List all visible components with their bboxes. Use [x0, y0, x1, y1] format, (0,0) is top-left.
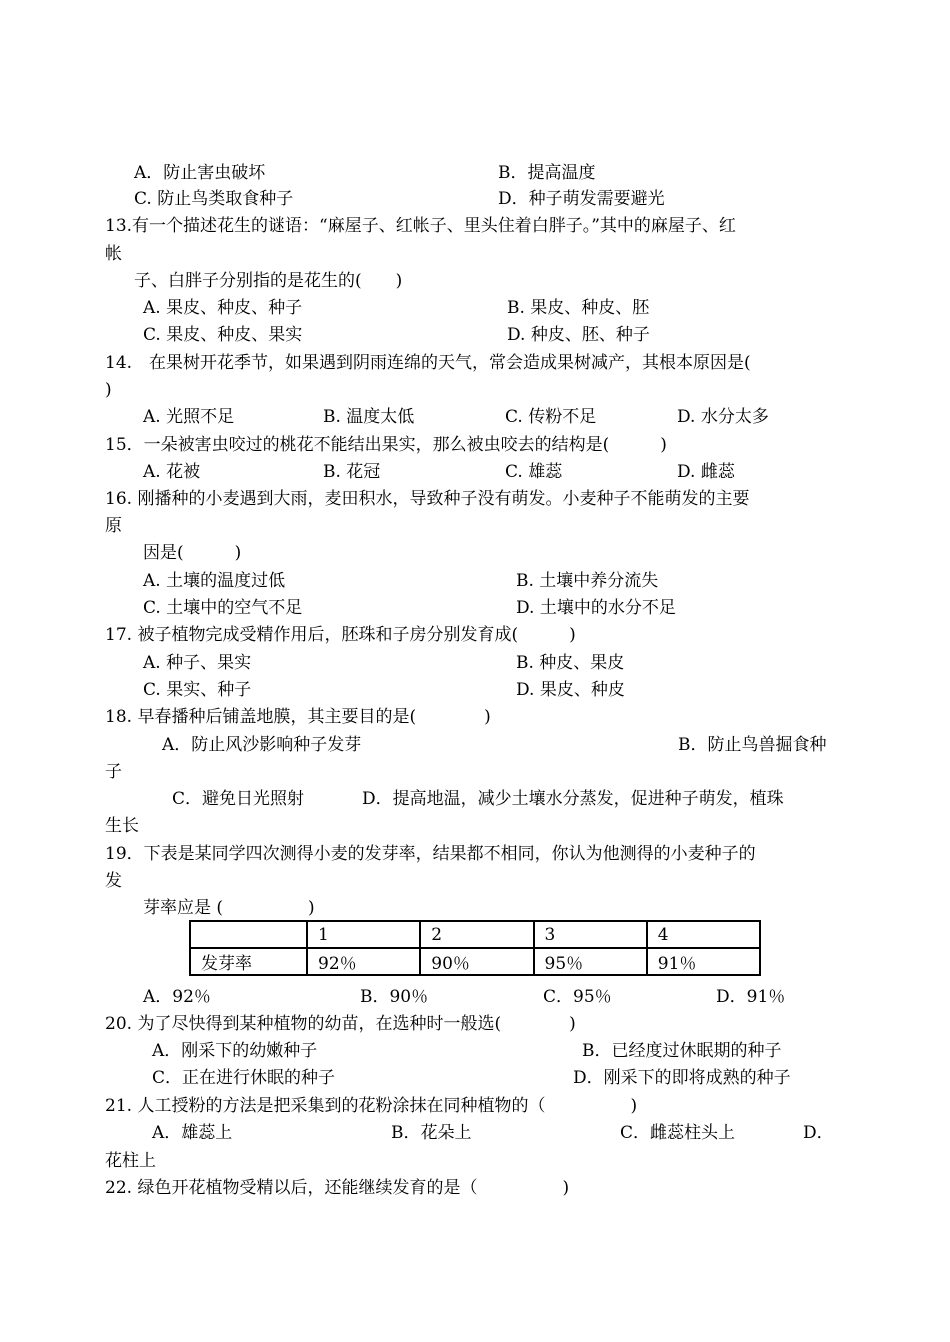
table-row [190, 948, 760, 975]
q17-option-a: A. 种子、果实 [143, 653, 252, 673]
q12-option-a: A．防止害虫破坏 [134, 163, 266, 183]
q18-option-b-wrap: 子 [105, 762, 122, 782]
q17-option-d: D. 果皮、种皮 [516, 680, 625, 700]
q19-option-c: C．95％ [543, 987, 612, 1007]
q15-option-d: D. 雌蕊 [677, 462, 735, 482]
q16-stem: 16. 刚播种的小麦遇到大雨，麦田积水，导致种子没有萌发。小麦种子不能萌发的主要 [105, 489, 750, 509]
q20-option-a: A．刚采下的幼嫩种子 [152, 1041, 318, 1061]
q13-option-d: D. 种皮、胚、种子 [507, 325, 650, 345]
q12-option-b: B．提高温度 [498, 163, 596, 183]
q16-option-b: B. 土壤中养分流失 [516, 571, 659, 591]
table-header-cell: 3 [534, 921, 647, 948]
q16-option-d: D. 土壤中的水分不足 [516, 598, 676, 618]
q18-option-d: D．提高地温，减少土壤水分蒸发，促进种子萌发，植珠 [362, 789, 784, 809]
q21-stem: 21. 人工授粉的方法是把采集到的花粉涂抹在同种植物的（ ) [105, 1096, 638, 1116]
q13-option-a: A. 果皮、种皮、种子 [143, 298, 303, 318]
table-header-row [190, 921, 760, 948]
q18-option-a: A．防止风沙影响种子发芽 [162, 735, 362, 755]
q19-option-b: B．90％ [360, 987, 429, 1007]
q20-option-d: D．刚采下的即将成熟的种子 [573, 1068, 791, 1088]
q14-option-b: B. 温度太低 [323, 407, 415, 427]
q20-option-b: B．已经度过休眠期的种子 [582, 1041, 782, 1061]
table-cell: 90％ [420, 948, 533, 975]
q14-stem: 14. 在果树开花季节，如果遇到阴雨连绵的天气，常会造成果树减产，其根本原因是( [105, 353, 751, 373]
q13-stem-cont: 子、白胖子分别指的是花生的( ) [134, 271, 403, 291]
q17-stem: 17. 被子植物完成受精作用后，胚珠和子房分别发育成( ) [105, 625, 576, 645]
table-row-label: 发芽率 [190, 948, 307, 975]
q21-option-a: A．雄蕊上 [152, 1123, 233, 1143]
q15-option-c: C. 雄蕊 [505, 462, 563, 482]
q14-stem-wrap: ) [105, 380, 112, 400]
q21-option-d: D． [803, 1123, 834, 1143]
table-header-cell: 2 [420, 921, 533, 948]
q13-stem-wrap: 帐 [105, 244, 122, 264]
q16-option-a: A. 土壤的温度过低 [143, 571, 286, 591]
q18-option-b: B．防止鸟兽掘食种 [678, 735, 827, 755]
q17-option-b: B. 种皮、果皮 [516, 653, 625, 673]
q15-option-a: A. 花被 [143, 462, 201, 482]
q18-option-d-wrap: 生长 [105, 816, 139, 836]
table-header-cell: 4 [647, 921, 760, 948]
q19-stem-cont: 芽率应是 ( ) [143, 898, 315, 918]
q16-stem-wrap: 原 [105, 516, 122, 536]
q13-option-b: B. 果皮、种皮、胚 [507, 298, 650, 318]
q14-option-c: C. 传粉不足 [505, 407, 597, 427]
q16-stem-cont: 因是( ) [143, 543, 242, 563]
q18-option-c: C．避免日光照射 [172, 789, 305, 809]
q14-option-d: D. 水分太多 [677, 407, 769, 427]
q12-option-d: D．种子萌发需要避光 [498, 189, 665, 209]
germination-table [189, 920, 761, 976]
q15-option-b: B. 花冠 [323, 462, 381, 482]
q19-stem-wrap: 发 [105, 871, 122, 891]
q20-stem: 20. 为了尽快得到某种植物的幼苗，在选种时一般选( ) [105, 1014, 576, 1034]
table-cell: 95％ [534, 948, 647, 975]
q19-option-a: A．92％ [143, 987, 211, 1007]
q21-option-c: C．雌蕊柱头上 [620, 1123, 736, 1143]
table-cell: 92％ [307, 948, 420, 975]
q13-stem: 13.有一个描述花生的谜语：“麻屋子、红帐子、里头住着白胖子。”其中的麻屋子、红 [105, 216, 736, 236]
q15-stem: 15．一朵被害虫咬过的桃花不能结出果实，那么被虫咬去的结构是( ) [105, 435, 667, 455]
q13-option-c: C. 果皮、种皮、果实 [143, 325, 303, 345]
q17-option-c: C. 果实、种子 [143, 680, 252, 700]
q16-option-c: C. 土壤中的空气不足 [143, 598, 303, 618]
q14-option-a: A. 光照不足 [143, 407, 235, 427]
q19-option-d: D．91％ [716, 987, 786, 1007]
table-header-cell: 1 [307, 921, 420, 948]
q22-stem: 22. 绿色开花植物受精以后，还能继续发育的是（ ) [105, 1178, 570, 1198]
q18-stem: 18. 早春播种后铺盖地膜，其主要目的是( ) [105, 707, 491, 727]
q20-option-c: C．正在进行休眠的种子 [152, 1068, 336, 1088]
q12-option-c: C. 防止鸟类取食种子 [134, 189, 294, 209]
q21-option-d-wrap: 花柱上 [105, 1151, 156, 1171]
q19-stem: 19．下表是某同学四次测得小麦的发芽率，结果都不相同，你认为他测得的小麦种子的 [105, 844, 756, 864]
table-header-cell [190, 921, 307, 948]
q21-option-b: B．花朵上 [391, 1123, 472, 1143]
table-cell: 91％ [647, 948, 760, 975]
